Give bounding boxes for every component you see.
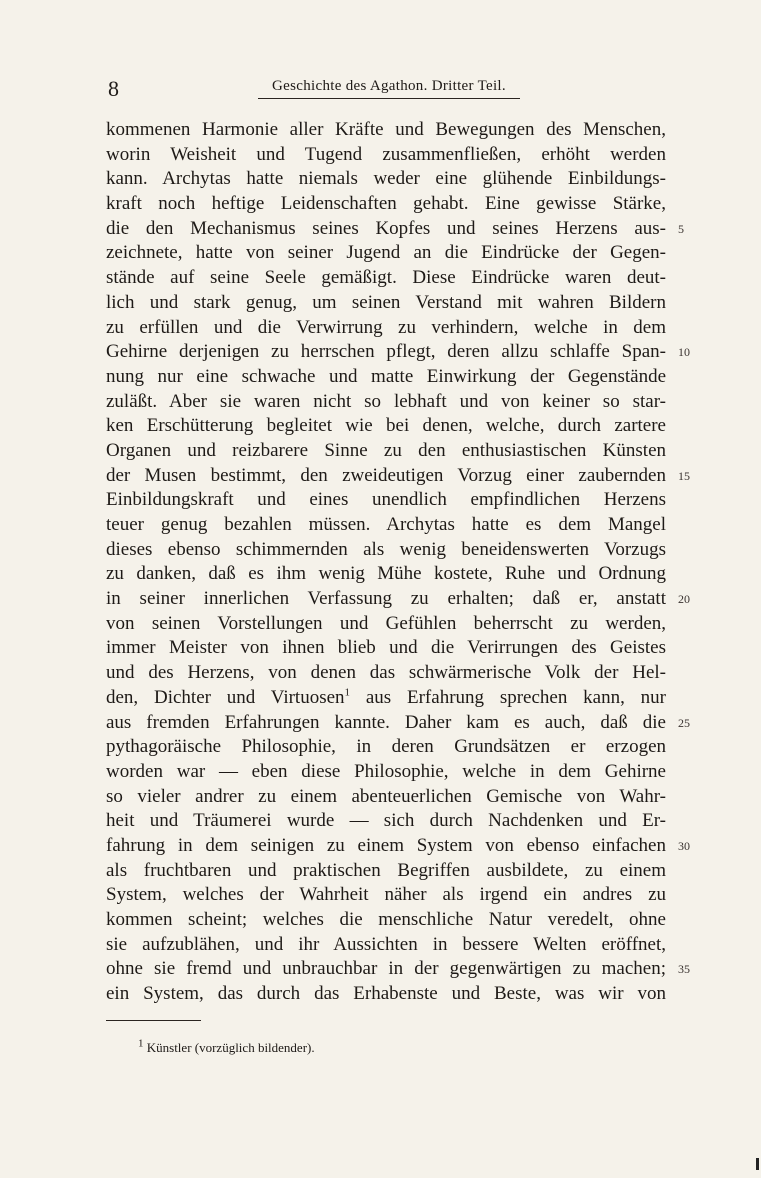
- text-line: [106, 439, 666, 464]
- text-line-content: [106, 316, 666, 341]
- line-text: Organen und reizbarere Sinne zu den enthusiastischen Künsten: [106, 439, 666, 461]
- footnote-reference[interactable]: 1: [344, 686, 351, 699]
- text-line-content: [106, 735, 666, 760]
- text-line: [106, 291, 666, 316]
- text-line-content: [106, 365, 666, 390]
- line-text: zeichnete, hatte von seiner Jugend an die Eindrücke der Gegen-: [106, 242, 666, 264]
- line-text: immer Meister von ihnen blieb und die Verirrungen des Geistes: [106, 637, 666, 659]
- line-text-continued: aus Erfahrung sprechen kann, nur: [350, 686, 666, 708]
- text-line: [106, 513, 666, 538]
- line-text: dieses ebenso schimmernden als wenig beneidenswerten Vorzugs: [106, 538, 666, 560]
- line-text: worden war — eben diese Philosophie, welche in dem Gehirne: [106, 760, 666, 782]
- line-text: ein System, das durch das Erhabenste und Beste, was wir von: [106, 983, 666, 1005]
- text-line: [106, 809, 666, 834]
- text-line-content: [106, 809, 666, 834]
- text-line-content: [106, 834, 666, 859]
- line-number: 35: [678, 962, 690, 977]
- text-line: [106, 192, 666, 217]
- text-line-content: [106, 957, 666, 982]
- text-line-content: [106, 488, 666, 513]
- footnote-marker: 1: [138, 1037, 144, 1050]
- line-text: ken Erschütterung begleitet wie bei denen, welche, durch zartere: [106, 415, 666, 437]
- footnote-text: Künstler (vorzüglich bildender).: [146, 1040, 315, 1055]
- text-line: [106, 167, 666, 192]
- text-line-content: [106, 587, 666, 612]
- text-line: [106, 488, 666, 513]
- line-text: Einbildungskraft und eines unendlich empfindlichen Herzens: [106, 489, 666, 511]
- line-text: zu danken, daß es ihm wenig Mühe kostete, Ruhe und Ordnung: [106, 563, 666, 585]
- text-line: [106, 661, 666, 686]
- text-line: [106, 118, 666, 143]
- text-line: [106, 340, 690, 365]
- text-line: [106, 217, 684, 242]
- line-text: als fruchtbaren und praktischen Begriffen ausbildete, zu einem: [106, 859, 666, 881]
- text-line-content: [106, 266, 666, 291]
- running-title: Geschichte des Agathon. Dritter Teil.: [258, 78, 520, 99]
- text-line-content: [106, 167, 666, 192]
- line-text: System, welches der Wahrheit näher als irgend ein andres zu: [106, 884, 666, 906]
- text-line-content: [106, 883, 666, 908]
- line-number: 5: [678, 221, 684, 236]
- text-line: [106, 612, 666, 637]
- text-line: [106, 316, 666, 341]
- page-number: 8: [108, 76, 119, 101]
- line-text: fahrung in dem seinigen zu einem System von ebenso einfachen: [106, 834, 666, 856]
- footnote: [138, 1037, 315, 1056]
- text-line: [106, 587, 690, 612]
- line-text: die den Mechanismus seines Kopfes und seines Herzens aus-: [106, 217, 666, 239]
- line-text: worin Weisheit und Tugend zusammenfließen, erhöht werden: [106, 143, 666, 165]
- text-line-content: [106, 192, 666, 217]
- text-line: [106, 636, 666, 661]
- text-line: [106, 760, 666, 785]
- line-text: kraft noch heftige Leidenschaften gehabt. Eine gewisse Stärke,: [106, 193, 666, 215]
- text-line: [106, 241, 666, 266]
- line-number: 15: [678, 468, 690, 483]
- text-line-content: [106, 118, 666, 143]
- line-text: nung nur eine schwache und matte Einwirkung der Gegenstände: [106, 365, 666, 387]
- text-line: [106, 538, 666, 563]
- text-line-content: [106, 340, 666, 365]
- text-line: [106, 266, 666, 291]
- line-text: Gehirne derjenigen zu herrschen pflegt, deren allzu schlaffe Span-: [106, 341, 666, 363]
- footnote-rule: [106, 1020, 201, 1021]
- text-line-content: [106, 711, 666, 736]
- text-line-content: [106, 513, 666, 538]
- line-text: stände auf seine Seele gemäßigt. Diese Eindrücke waren deut-: [106, 267, 666, 289]
- text-line: [106, 834, 690, 859]
- text-line-content: [106, 538, 666, 563]
- text-line: [106, 414, 666, 439]
- line-text: von seinen Vorstellungen und Gefühlen beherrscht zu werden,: [106, 612, 666, 634]
- text-line: [106, 143, 666, 168]
- line-number: 25: [678, 715, 690, 730]
- text-line-content: [106, 562, 666, 587]
- text-line-content: [106, 612, 666, 637]
- line-text: zu erfüllen und die Verwirrung zu verhindern, welche in dem: [106, 316, 666, 338]
- text-line: [106, 785, 666, 810]
- text-line-content: [106, 686, 666, 711]
- line-text: aus fremden Erfahrungen kannte. Daher kam es auch, daß die: [106, 711, 666, 733]
- text-line: [106, 365, 666, 390]
- text-line: [106, 562, 666, 587]
- text-line-content: [106, 464, 666, 489]
- scan-mark: [756, 1158, 759, 1170]
- text-line-content: [106, 414, 666, 439]
- line-text: sie aufzublähen, und ihr Aussichten in bessere Welten eröffnet,: [106, 933, 666, 955]
- line-text: teuer genug bezahlen müssen. Archytas hatte es dem Mangel: [106, 514, 666, 535]
- line-text: und des Herzens, von denen das schwärmerische Volk der Hel-: [106, 662, 666, 684]
- text-line-content: [106, 760, 666, 785]
- text-line: [106, 859, 666, 884]
- line-text: pythagoräische Philosophie, in deren Grundsätzen er erzogen: [106, 736, 666, 758]
- text-line: [106, 711, 690, 736]
- text-line-content: [106, 661, 666, 686]
- line-number: 20: [678, 592, 690, 607]
- line-text: zuläßt. Aber sie waren nicht so lebhaft und von keiner so star-: [106, 390, 666, 412]
- text-line-content: [106, 291, 666, 316]
- text-line: [106, 464, 690, 489]
- text-line: [106, 735, 666, 760]
- text-line: [106, 686, 666, 711]
- text-line-content: [106, 217, 666, 242]
- line-text: kann. Archytas hatte niemals weder eine glühende Einbildungs-: [106, 168, 666, 190]
- text-line-content: [106, 785, 666, 810]
- text-line: [106, 982, 666, 1007]
- text-line: [106, 883, 666, 908]
- line-number: 10: [678, 345, 690, 360]
- text-line: [106, 933, 666, 958]
- line-number: 30: [678, 838, 690, 853]
- text-line: [106, 908, 666, 933]
- line-text: lich und stark genug, um seinen Verstand mit wahren Bildern: [106, 291, 666, 313]
- line-text: kommenen Harmonie aller Kräfte und Bewegungen des Menschen,: [106, 119, 666, 140]
- line-text: kommen scheint; welches die menschliche Natur veredelt, ohne: [106, 909, 666, 930]
- text-line: [106, 390, 666, 415]
- text-line-content: [106, 908, 666, 933]
- text-line: [106, 957, 690, 982]
- line-text: heit und Träumerei wurde — sich durch Nachdenken und Er-: [106, 810, 666, 832]
- text-line-content: [106, 439, 666, 464]
- line-text: den, Dichter und Virtuosen: [106, 686, 345, 708]
- body-text: [106, 118, 690, 1007]
- line-text: ohne sie fremd und unbrauchbar in der gegenwärtigen zu machen;: [106, 958, 666, 980]
- text-line-content: [106, 859, 666, 884]
- text-line-content: [106, 241, 666, 266]
- line-text: so vieler andrer zu einem abenteuerlichen Gemische von Wahr-: [106, 785, 666, 807]
- line-text: in seiner innerlichen Verfassung zu erhalten; daß er, anstatt: [106, 588, 666, 610]
- line-text: der Musen bestimmt, den zweideutigen Vorzug einer zaubernden: [106, 464, 666, 486]
- text-line-content: [106, 143, 666, 168]
- text-line-content: [106, 933, 666, 958]
- text-line-content: [106, 636, 666, 661]
- text-line-content: [106, 390, 666, 415]
- text-line-content: [106, 982, 666, 1007]
